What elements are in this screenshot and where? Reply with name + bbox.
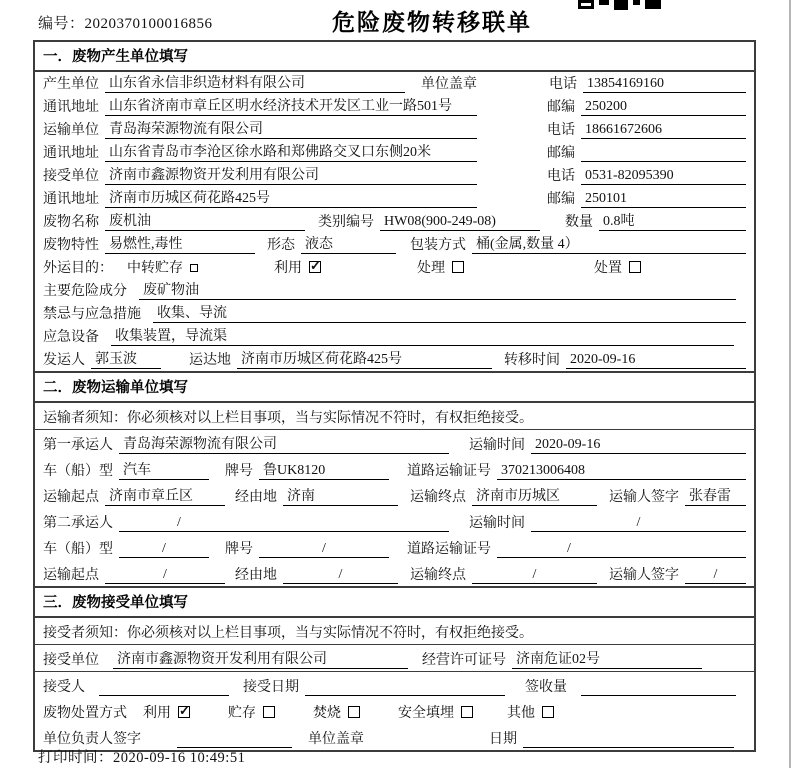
sign-date-value — [523, 732, 734, 748]
transport-time-label: 运输时间 — [469, 515, 525, 531]
transporter-address-value: 山东省青岛市李沧区徐水路和郑佛路交叉口东侧20米 — [105, 144, 477, 163]
row-receiver — [35, 164, 754, 187]
row-transporter-address — [35, 141, 754, 164]
equipment-label: 应急设备 — [43, 329, 99, 345]
carrier2-plate-value: / — [259, 540, 389, 559]
row-recipient — [35, 672, 754, 698]
transporter-postal-value — [581, 146, 746, 162]
trait-label: 废物特性 — [43, 237, 99, 253]
seal-label: 单位盖章 — [421, 76, 477, 92]
end-label: 运输终点 — [410, 567, 466, 583]
destination-label: 运达地 — [189, 352, 231, 368]
recipient-label: 接受人 — [43, 679, 85, 695]
carrier2-sign-value: / — [685, 566, 746, 585]
emergency-label: 禁忌与应急措施 — [43, 306, 141, 322]
hazard-label: 主要危险成分 — [43, 283, 127, 299]
producer-postal-value: 250200 — [581, 98, 746, 117]
purpose-option-utilize: 利用 ✓ — [274, 260, 321, 278]
vehicle-label: 车（船）型 — [43, 463, 113, 479]
disposal-other-checkbox — [542, 706, 554, 718]
dispose-checkbox — [629, 261, 641, 273]
serial-label: 编号： — [38, 16, 85, 32]
disposal-utilize-checkbox — [178, 706, 190, 718]
via-label: 经由地 — [235, 489, 277, 505]
plate-label: 牌号 — [225, 541, 253, 557]
sign-date-label: 日期 — [489, 731, 517, 747]
qr-block — [599, 0, 609, 5]
section2-header: 二．废物运输单位填写 — [35, 371, 754, 403]
row-equipment — [35, 325, 754, 348]
category-value: HW08(900-249-08) — [380, 213, 540, 232]
row-receiver-address — [35, 187, 754, 210]
qr-block — [578, 0, 594, 9]
packing-value: 桶(金属,数量 4） — [472, 236, 746, 255]
transfer-time-value: 2020-09-16 — [566, 351, 746, 370]
row-receiver-notice — [35, 618, 754, 645]
transporter-sign-label: 运输人签字 — [609, 567, 679, 583]
seal-label: 单位盖章 — [308, 731, 364, 747]
transfer-time-label: 转移时间 — [504, 352, 560, 368]
print-time-line — [38, 746, 245, 767]
waste-name-label: 废物名称 — [43, 214, 99, 230]
trait-value: 易燃性,毒性 — [105, 236, 255, 255]
carrier1-end-value: 济南市历城区 — [472, 488, 597, 507]
receiving-unit-value: 济南市鑫源物资开发利用有限公司 — [113, 651, 408, 670]
carrier1-origin-value: 济南市章丘区 — [105, 488, 225, 507]
transport-time-label: 运输时间 — [469, 437, 525, 453]
utilize-checkbox — [309, 261, 321, 273]
form-value: 液态 — [301, 236, 396, 255]
quantity-label: 数量 — [565, 214, 593, 230]
treat-checkbox — [452, 261, 464, 273]
receiver-label: 接受单位 — [43, 168, 99, 184]
row-waste-trait — [35, 233, 754, 256]
postal-label: 邮编 — [547, 191, 575, 207]
row-hazard — [35, 279, 754, 302]
address-label: 通讯地址 — [43, 145, 99, 161]
row-receiving-unit — [35, 645, 754, 672]
carrier1-label: 第一承运人 — [43, 437, 113, 453]
purpose-label: 外运目的： — [43, 260, 113, 276]
disposal-option-utilize: 利用 ✓ — [143, 705, 190, 723]
row-carrier2 — [35, 508, 754, 534]
address-label: 通讯地址 — [43, 191, 99, 207]
qr-code-icon — [578, 0, 661, 11]
received-amount-label: 签收量 — [525, 679, 567, 695]
hazard-value: 废矿物油 — [139, 282, 736, 301]
row-purpose — [35, 256, 754, 279]
row-transporter-notice — [35, 403, 754, 430]
purpose-option-treat: 处理 — [417, 260, 464, 278]
producer-value: 山东省永信非织造材料有限公司 — [105, 75, 405, 94]
quantity-value: 0.8吨 — [599, 213, 746, 232]
carrier2-origin-value: / — [105, 566, 225, 585]
phone-label: 电话 — [547, 122, 575, 138]
received-amount-value — [581, 680, 736, 696]
phone-label: 电话 — [547, 168, 575, 184]
producer-address-value: 山东省济南市章丘区明水经济技术开发区工业一路501号 — [105, 98, 477, 117]
carrier1-value: 青岛海荣源物流有限公司 — [119, 436, 449, 455]
row-emergency — [35, 302, 754, 325]
qr-block — [614, 0, 628, 10]
transporter-notice: 运输者须知：你必须核对以上栏目事项，当与实际情况不符时，有权拒绝接受。 — [43, 410, 533, 426]
disposal-option-landfill: 安全填埋 — [398, 705, 473, 723]
recipient-value — [99, 680, 229, 696]
carrier1-sign-value: 张春雷 — [685, 488, 746, 507]
purpose-option-transfer-storage: 中转贮存 — [127, 260, 198, 278]
road-permit-label: 道路运输证号 — [407, 463, 491, 479]
form-label: 形态 — [267, 237, 295, 253]
vehicle-label: 车（船）型 — [43, 541, 113, 557]
end-label: 运输终点 — [410, 489, 466, 505]
section1-header: 一．废物产生单位填写 — [35, 42, 754, 72]
postal-label: 邮编 — [547, 145, 575, 161]
disposal-store-checkbox — [263, 706, 275, 718]
qr-block — [645, 0, 661, 9]
carrier1-permit-value: 370213006408 — [497, 462, 746, 481]
qr-block — [633, 0, 640, 5]
print-time-value: 2020-09-16 10:49:51 — [113, 750, 246, 766]
transporter-phone-value: 18661672606 — [581, 121, 746, 140]
carrier2-value: / — [119, 514, 449, 533]
receiver-postal-value: 250101 — [581, 190, 746, 209]
carrier2-label: 第二承运人 — [43, 515, 113, 531]
section3-header: 三．废物接受单位填写 — [35, 586, 754, 618]
via-label: 经由地 — [235, 567, 277, 583]
row-disposal-method — [35, 698, 754, 724]
row-shipper — [35, 348, 754, 371]
purpose-option-dispose: 处置 — [594, 260, 641, 278]
receive-date-value — [305, 680, 505, 696]
row-carrier1 — [35, 430, 754, 456]
disposal-option-store: 贮存 — [228, 705, 275, 723]
receiver-address-value: 济南市历城区荷花路425号 — [105, 190, 477, 209]
receiver-value: 济南市鑫源物资开发利用有限公司 — [105, 167, 477, 186]
receiver-notice: 接受者须知：你必须核对以上栏目事项，当与实际情况不符时，有权拒绝接受。 — [43, 625, 533, 641]
print-time-label: 打印时间： — [38, 750, 113, 766]
row-transporter — [35, 118, 754, 141]
carrier1-time-value: 2020-09-16 — [531, 436, 746, 455]
phone-label: 电话 — [549, 76, 577, 92]
transporter-label: 运输单位 — [43, 122, 99, 138]
origin-label: 运输起点 — [43, 567, 99, 583]
carrier1-via-value: 济南 — [283, 488, 398, 507]
row-producer — [35, 72, 754, 95]
category-label: 类别编号 — [318, 214, 374, 230]
disposal-option-incinerate: 焚烧 — [313, 705, 360, 723]
carrier1-vehicle-value: 汽车 — [119, 462, 209, 481]
road-permit-label: 道路运输证号 — [407, 541, 491, 557]
license-value: 济南危证02号 — [512, 651, 702, 670]
license-label: 经营许可证号 — [422, 652, 506, 668]
serial-number: 2020370100016856 — [84, 16, 213, 32]
shipper-label: 发运人 — [43, 352, 85, 368]
row-producer-address — [35, 95, 754, 118]
page-title: 危险废物转移联单 — [332, 9, 532, 35]
disposal-incinerate-checkbox — [348, 706, 360, 718]
hazardous-waste-transfer-form — [33, 40, 756, 752]
transporter-sign-label: 运输人签字 — [609, 489, 679, 505]
shipper-value: 郭玉波 — [91, 351, 161, 370]
carrier1-plate-value: 鲁UK8120 — [259, 462, 389, 481]
row-carrier1-vehicle — [35, 456, 754, 482]
disposal-option-other: 其他 — [507, 705, 554, 723]
carrier2-permit-value: / — [497, 540, 746, 559]
emergency-value: 收集、导流 — [153, 305, 746, 324]
row-carrier1-route — [35, 482, 754, 508]
producer-phone-value: 13854169160 — [583, 75, 746, 94]
receive-date-label: 接受日期 — [243, 679, 299, 695]
postal-label: 邮编 — [547, 99, 575, 115]
origin-label: 运输起点 — [43, 489, 99, 505]
receiving-unit-label: 接受单位 — [43, 652, 99, 668]
row-carrier2-vehicle — [35, 534, 754, 560]
carrier2-time-value: / — [531, 514, 746, 533]
carrier2-end-value: / — [472, 566, 597, 585]
address-label: 通讯地址 — [43, 99, 99, 115]
receiver-phone-value: 0531-82095390 — [581, 167, 746, 186]
destination-value: 济南市历城区荷花路425号 — [237, 351, 492, 370]
page-right-edge — [789, 0, 791, 768]
producer-label: 产生单位 — [43, 76, 99, 92]
transporter-value: 青岛海荣源物流有限公司 — [105, 121, 477, 140]
disposal-method-label: 废物处置方式 — [43, 705, 127, 721]
serial-number-line — [38, 12, 213, 33]
equipment-value: 收集装置，导流渠 — [111, 328, 734, 347]
plate-label: 牌号 — [225, 463, 253, 479]
carrier2-vehicle-value: / — [119, 540, 209, 559]
row-waste-name — [35, 210, 754, 233]
packing-label: 包装方式 — [410, 237, 466, 253]
leader-sign-label: 单位负责人签字 — [43, 731, 141, 747]
transfer-storage-checkbox — [190, 264, 198, 272]
waste-name-value: 废机油 — [105, 213, 305, 232]
row-carrier2-route — [35, 560, 754, 586]
carrier2-via-value: / — [283, 566, 398, 585]
disposal-landfill-checkbox — [461, 706, 473, 718]
